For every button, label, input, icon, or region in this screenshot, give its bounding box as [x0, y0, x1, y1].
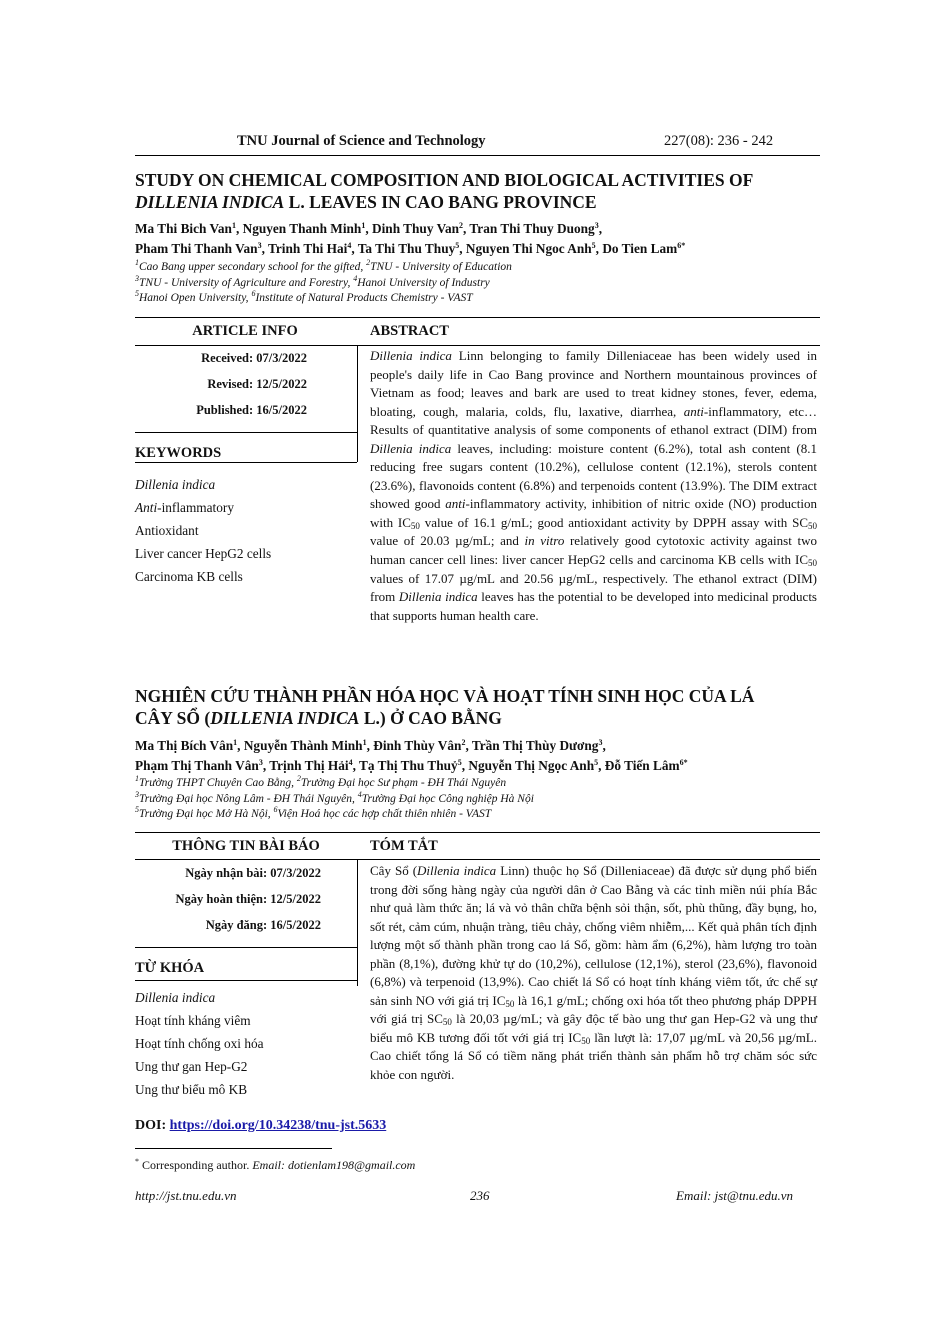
- keyword-item: [135, 986, 264, 1009]
- doi: DOI: https://doi.org/10.34238/tnu-jst.5633: [135, 1118, 387, 1133]
- affiliation-line: $^3$TNU - University of Agriculture and Forestry, $^4$Hanoi University of Industry: [135, 273, 490, 289]
- author-affil-mark: 1: [233, 738, 238, 747]
- abstract-italic: Dillenia indica: [370, 440, 452, 456]
- author-affil-mark: 5: [594, 758, 599, 767]
- author-affil-mark: 5: [455, 241, 460, 250]
- author-name: Đinh Thùy Vân$^2$: [373, 738, 466, 753]
- vi-received: Ngày nhận bài: 07/3/2022: [185, 866, 321, 880]
- en-keywords-list: [135, 473, 271, 588]
- vi-revised: Ngày hoàn thiện: 12/5/2022: [175, 892, 321, 906]
- author-affil-mark: 5: [591, 241, 596, 250]
- en-affiliations: [135, 260, 835, 307]
- author-affil-mark: 3: [258, 758, 263, 767]
- affiliation-line: $^1$Cao Bang upper secondary school for the gifted, $^2$TNU - University of Education: [135, 258, 512, 273]
- vi-abstract-heading: TÓM TẮT: [370, 838, 438, 854]
- corresponding-email: Email: dotienlam198@gmail.com: [252, 1158, 416, 1172]
- keyword-italic: Dillenia indica: [135, 477, 216, 492]
- author-name: Dinh Thuy Van$^2$: [372, 221, 463, 236]
- affiliation-line: $^5$Trường Đại học Mở Hà Nội, $^6$Viện Hoá học các hợp chất thiên nhiên - VAST: [135, 805, 492, 820]
- affil-mark: 3: [135, 789, 139, 799]
- en-revised: Revised: 12/5/2022: [207, 377, 307, 391]
- author-name: Ta Thi Thu Thuy$^5$: [357, 241, 460, 256]
- keyword-item: Antioxidant: [135, 523, 199, 538]
- en-authors: Ma Thi Bich Van$^1$, Nguyen Thanh Minh$^1$, Dinh Thuy Van$^2$, Tran Thi Thuy Duong$^3$, Pham Thi Thanh Van$^3$, Trinh Thi Hai$^4$, Ta Thi Thu Thuy$^5$, Nguyen Thi Ngoc Anh$^5$, Do Tien Lam$^{6*}$: [135, 221, 686, 256]
- vi-title-line2: CÂY SỔ (DILLENIA INDICA L.) Ở CAO BẰNG: [135, 708, 502, 728]
- subscript: 50: [505, 998, 515, 1009]
- vi-authors: Ma Thị Bích Vân$^1$, Nguyễn Thành Minh$^1$, Đinh Thùy Vân$^2$, Trần Thị Thùy Dương$^3$, Phạm Thị Thanh Vân$^3$, Trịnh Thị Hải$^4$, Tạ Thị Thu Thuỷ$^5$, Nguyễn Thị Ngọc Anh$^5$, Đỗ Tiến Lâm$^{6*}$: [135, 738, 688, 773]
- affiliation-line: $^3$Trường Đại học Nông Lâm - ĐH Thái Nguyên, $^4$Trường Đại học Công nghiệp Hà Nội: [135, 789, 534, 805]
- keyword-item: Ung thư gan Hep-G2: [135, 1059, 248, 1074]
- abstract-italic: in vitro: [524, 533, 565, 549]
- keyword-item: Hoạt tính kháng viêm: [135, 1013, 251, 1028]
- vi-info-mid-rule: [135, 859, 820, 860]
- vi-keywords-list: [135, 986, 264, 1101]
- author-name: Trịnh Thị Hải$^4$: [269, 758, 353, 773]
- affil-mark: 1: [135, 258, 139, 267]
- affil-mark: 4: [357, 789, 362, 799]
- en-article-info-heading: ARTICLE INFO: [192, 323, 298, 339]
- en-abstract-heading: ABSTRACT: [370, 323, 449, 339]
- en-title-line2: DILLENIA INDICA L. LEAVES IN CAO BANG PROVINCE: [135, 192, 597, 212]
- affil-mark: 6: [251, 289, 256, 298]
- affiliation-line: $^1$Trường THPT Chuyên Cao Bằng, $^2$Trường Đại học Sư phạm - ĐH Thái Nguyên: [135, 774, 507, 789]
- author-affil-mark: 2: [459, 221, 463, 230]
- author-name: Nguyễn Thị Ngọc Anh$^5$: [468, 758, 599, 773]
- doi-link[interactable]: https://doi.org/10.34238/tnu-jst.5633: [169, 1118, 387, 1133]
- en-info-mid-rule: [135, 345, 820, 346]
- author-affil-mark: 4: [348, 758, 353, 767]
- author-name: Pham Thi Thanh Van$^3$: [135, 241, 262, 256]
- keyword-italic: Anti-: [135, 500, 162, 515]
- author-name: Tran Thi Thuy Duong$^3$: [469, 221, 599, 236]
- footer-website[interactable]: http://jst.tnu.edu.vn: [135, 1188, 237, 1203]
- en-column-divider: [357, 345, 358, 462]
- abstract-italic: Dillenia indica: [370, 348, 452, 363]
- author-affil-mark: 4: [347, 241, 352, 250]
- author-name: Ma Thi Bich Van$^1$: [135, 221, 236, 236]
- footnote-divider: [135, 1148, 332, 1149]
- footer-page-number: 236: [470, 1188, 490, 1203]
- affil-mark: 2: [296, 774, 301, 783]
- affil-mark: 3: [135, 273, 139, 283]
- author-affil-mark: 3: [594, 221, 599, 230]
- affil-mark: 4: [353, 273, 358, 283]
- subscript: 50: [808, 520, 817, 531]
- subscript: 50: [442, 1017, 452, 1028]
- affil-mark: 2: [366, 258, 371, 267]
- en-keywords-rule-bottom: [135, 462, 357, 463]
- author-name: Ma Thị Bích Vân$^1$: [135, 738, 238, 753]
- author-name: Nguyen Thanh Minh$^1$: [242, 221, 366, 236]
- author-affil-mark: 1: [361, 221, 366, 230]
- author-affil-mark: 1: [231, 221, 236, 230]
- author-name: Do Tien Lam$^{6*}$: [602, 241, 686, 256]
- keyword-item: Carcinoma KB cells: [135, 569, 243, 584]
- affiliation-line: $^5$Hanoi Open University, $^6$Institute of Natural Products Chemistry - VAST: [135, 289, 473, 304]
- author-affil-mark: 5: [457, 758, 462, 767]
- header-divider: [135, 155, 820, 156]
- vi-published: Ngày đăng: 16/5/2022: [205, 918, 321, 932]
- vi-title-line1: NGHIÊN CỨU THÀNH PHẦN HÓA HỌC VÀ HOẠT TÍNH SINH HỌC CỦA LÁ: [135, 686, 755, 706]
- en-title-line1: STUDY ON CHEMICAL COMPOSITION AND BIOLOGICAL ACTIVITIES OF: [135, 170, 754, 190]
- keyword-item: Anti-inflammatory: [135, 500, 234, 515]
- keyword-italic: Dillenia indica: [135, 990, 216, 1005]
- vi-keywords-rule: [135, 947, 357, 948]
- en-info-top-rule: [135, 317, 820, 318]
- subscript: 50: [808, 558, 817, 569]
- vi-keywords-heading: TỪ KHÓA: [135, 960, 205, 976]
- author-affil-mark: 3: [257, 241, 262, 250]
- en-abstract-text: Dillenia indica Linn belonging to family Dilleniaceae has been widely used in people's daily life in Cao Bang province and Northern mountainous provinces of Vietnam as food; leaves and bark are used to treat kidney stones, fever, edema, bloating, cough, malaria, colds, flu, laxative, diarrhea, anti-inflammatory, etc… Results of quantitative analysis of some components of ethanol extract (DIM) from Dillenia indica leaves, including: moisture content (6.2%), total ash content (8.1 reducing free sugars content (10.2%), cellulose content (12.1%), sterols content (23.6%), flavonoids content (6.8%) and terpenoids content (13.9%). The DIM extract showed good anti-inflammatory activity, inhibition of nitric oxide (NO) production with $IC_{50}$ value of 16.1 g/mL; good antioxidant activity by DPPH assay with $SC_{50}$ value of 20.03 µg/mL; and in vitro relatively good cytotoxic activity against two human cancer cell lines: liver cancer HepG2 cells and carcinoma KB cells with $IC_{50}$ values of 17.07 µg/mL and 20.56 µg/mL, respectively. The ethanol extract (DIM) from Dillenia indica leaves has the potential to be developed into medicinal products that supports human health care.: [370, 348, 817, 623]
- vi-column-divider: [357, 859, 358, 986]
- affil-mark: 6: [273, 805, 278, 814]
- en-title: [135, 169, 820, 213]
- author-name: Đỗ Tiến Lâm$^{6*}$: [604, 758, 688, 773]
- keyword-item: Liver cancer HepG2 cells: [135, 546, 272, 561]
- vi-title: [135, 685, 820, 729]
- author-name: Tạ Thị Thu Thuỷ$^5$: [358, 758, 462, 773]
- en-keywords-rule: [135, 432, 357, 433]
- keyword-item: Ung thư biểu mô KB: [135, 1082, 248, 1097]
- issue-pages: 227(08): 236 - 242: [664, 133, 774, 149]
- author-affil-mark: 2: [461, 738, 466, 747]
- author-affil-mark: 3: [598, 738, 603, 747]
- author-name: Trinh Thi Hai$^4$: [268, 241, 352, 256]
- affil-mark: 5: [135, 805, 139, 814]
- author-affil-mark: 1: [362, 738, 367, 747]
- keyword-item: Hoạt tính chống oxi hóa: [135, 1036, 264, 1051]
- footer-email[interactable]: Email: jst@tnu.edu.vn: [676, 1188, 794, 1203]
- vi-article-info-heading: THÔNG TIN BÀI BÁO: [172, 838, 320, 854]
- abstract-italic: Dillenia indica: [398, 589, 478, 605]
- affil-mark: 5: [135, 289, 139, 298]
- en-published: Published: 16/5/2022: [196, 403, 307, 417]
- en-keywords-heading: KEYWORDS: [135, 445, 222, 461]
- vi-affiliations: [135, 776, 835, 823]
- subscript: 50: [581, 1035, 591, 1046]
- keyword-item: [135, 473, 271, 496]
- subscript: 50: [410, 520, 420, 531]
- vi-info-top-rule: [135, 832, 820, 833]
- author-name: Nguyễn Thành Minh$^1$: [243, 738, 367, 753]
- vi-abstract-text: Cây Sổ (Dillenia indica Linn) thuộc họ Sổ (Dilleniaceae) đã được sử dụng phổ biến trong đời sống hàng ngày của người dân ở Cao Bằng và các tỉnh miền núi phía Bắc như quả làm thức ăn; lá và vỏ thân chữa bệnh sỏi thận, sốt, phù thũng, đầy bụng, ho, sốt rét, cảm cúm, nhuận tràng, tiêu chảy, chống viêm nhiễm,... Kết quả phân tích định lượng một số thành phần trong cao lá Sổ, gồm: hàm ẩm (6,2%), hàm lượng tro toàn phần (8,1%), đường khử tự do (10,2%), cellulose (12,1%), sterol (23,6%), flavonoid (6,8%) và terpenoid (13,9%). Cao chiết lá Sổ có hoạt tính kháng viêm tốt, ức chế sự sản sinh NO với giá trị $IC_{50}$ là 16,1 g/mL; chống oxi hóa tốt theo phương pháp DPPH với giá trị $SC_{50}$ là 20,03 µg/mL; và gây độc tế bào ung thư gan Hep-G2 và ung thư biểu mô KB tương đối tốt với giá trị $IC_{50}$ lần lượt là: 17,07 µg/mL và 20,56 µg/mL. Cao chiết tổng lá Sổ có tiềm năng phát triển thành sản phẩm hỗ trợ chăm sóc sức khỏe con người.: [370, 863, 817, 1083]
- author-name: Trần Thị Thùy Dương$^3$: [471, 738, 603, 753]
- affil-mark: 1: [135, 774, 139, 783]
- en-received: Received: 07/3/2022: [201, 351, 307, 365]
- abstract-italic: anti-: [445, 496, 470, 512]
- abstract-italic: anti-: [683, 403, 709, 419]
- author-affil-mark: 6*: [677, 241, 686, 250]
- author-name: Nguyen Thi Ngoc Anh$^5$: [465, 241, 596, 256]
- vi-keywords-rule-bottom: [135, 980, 357, 981]
- journal-name: TNU Journal of Science and Technology: [237, 133, 486, 149]
- abstract-italic: Dillenia indica: [417, 863, 497, 878]
- author-affil-mark: 6*: [679, 758, 688, 767]
- footnote: * Corresponding author. Email: dotienlam198@gmail.com: [135, 1157, 416, 1172]
- author-name: Phạm Thị Thanh Vân$^3$: [135, 758, 263, 773]
